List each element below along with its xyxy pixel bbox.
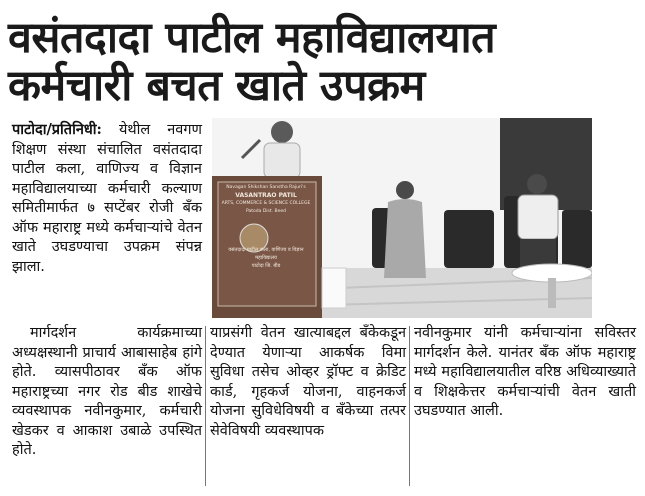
article-paragraph-3: याप्रसंगी वेतन खात्याबद्दल बँकेकडून देण्यात येणाऱ्या आकर्षक विमा सुविधा तसेच ओव्हर ड्रॉफ्ट व क्रेडिट कार्ड, गृहकर्ज योजना, वाहनकर्ज योजना सुविधेविषयी व बँकेच्या तत्पर सेवेविषयी व्यवस्थापक (210, 325, 406, 439)
podium-text-4: Patoda Dist. Beed (246, 209, 286, 214)
dateline: पाटोदा/प्रतिनिधी: (12, 121, 102, 138)
article-lead: येथील नवगण शिक्षण संस्था संचालित वसंतदादा पाटील कला, वाणिज्य व विज्ञान महाविद्यालयाच्या कर्मचारी कल्याण समितीमार्फत ७ सप्टेंबर रोजी बँक ऑफ महाराष्ट्र मध्ये कर्मचाऱ्यांचे वेतन खाते उघडण्याचा उपक्रम संपन्न झाला. (12, 122, 202, 275)
article-column-1-top (12, 120, 202, 277)
article-column-1-bottom (12, 324, 202, 461)
top-border (0, 0, 645, 6)
podium-text-6: पाटोदा जि. बीड (251, 263, 281, 269)
article-paragraph-2: मार्गदर्शन कार्यक्रमाच्या अध्यक्षस्थानी प्राचार्य आबासाहेब हांगे होते. व्यासपीठावर बँक ऑफ महाराष्ट्रच्या नगर रोड बीड शाखेचे व्यवस्थापक नवीनकुमार, कर्मचारी खेडकर व आकाश उबाळे उपस्थित होते. (12, 325, 202, 458)
article-column-3 (414, 324, 636, 422)
column-rule-2 (409, 326, 410, 486)
headline (8, 14, 638, 110)
article-paragraph-4: नवीनकुमार यांनी कर्मचाऱ्यांना सविस्तर मार्गदर्शन केले. यानंतर बँक ऑफ महाराष्ट्र मध्ये महाविद्यालयातील वरिष्ठ अधिव्याख्याते व शिक्षकेत्तर कर्मचाऱ्यांची वेतन खाती उघडण्यात आली. (414, 325, 636, 419)
podium-text-5: वसंतदादा पाटील कला, वाणिज्य व विज्ञान महाविद्यालय (228, 247, 304, 261)
column-rule-1 (205, 326, 206, 486)
article-column-2 (210, 324, 406, 441)
event-photo (212, 118, 592, 318)
headline-line-1: वसंतदादा पाटील महाविद्यालयात (8, 13, 496, 63)
podium-text-1: Navagan Shikshan Sanstha Rajuri's (226, 185, 306, 190)
podium-text-3: ARTS, COMMERCE & SCIENCE COLLEGE (221, 201, 311, 206)
headline-line-2: कर्मचारी बचत खाते उपक्रम (8, 61, 425, 111)
podium-text-2: VASANTRAO PATIL (235, 192, 297, 199)
